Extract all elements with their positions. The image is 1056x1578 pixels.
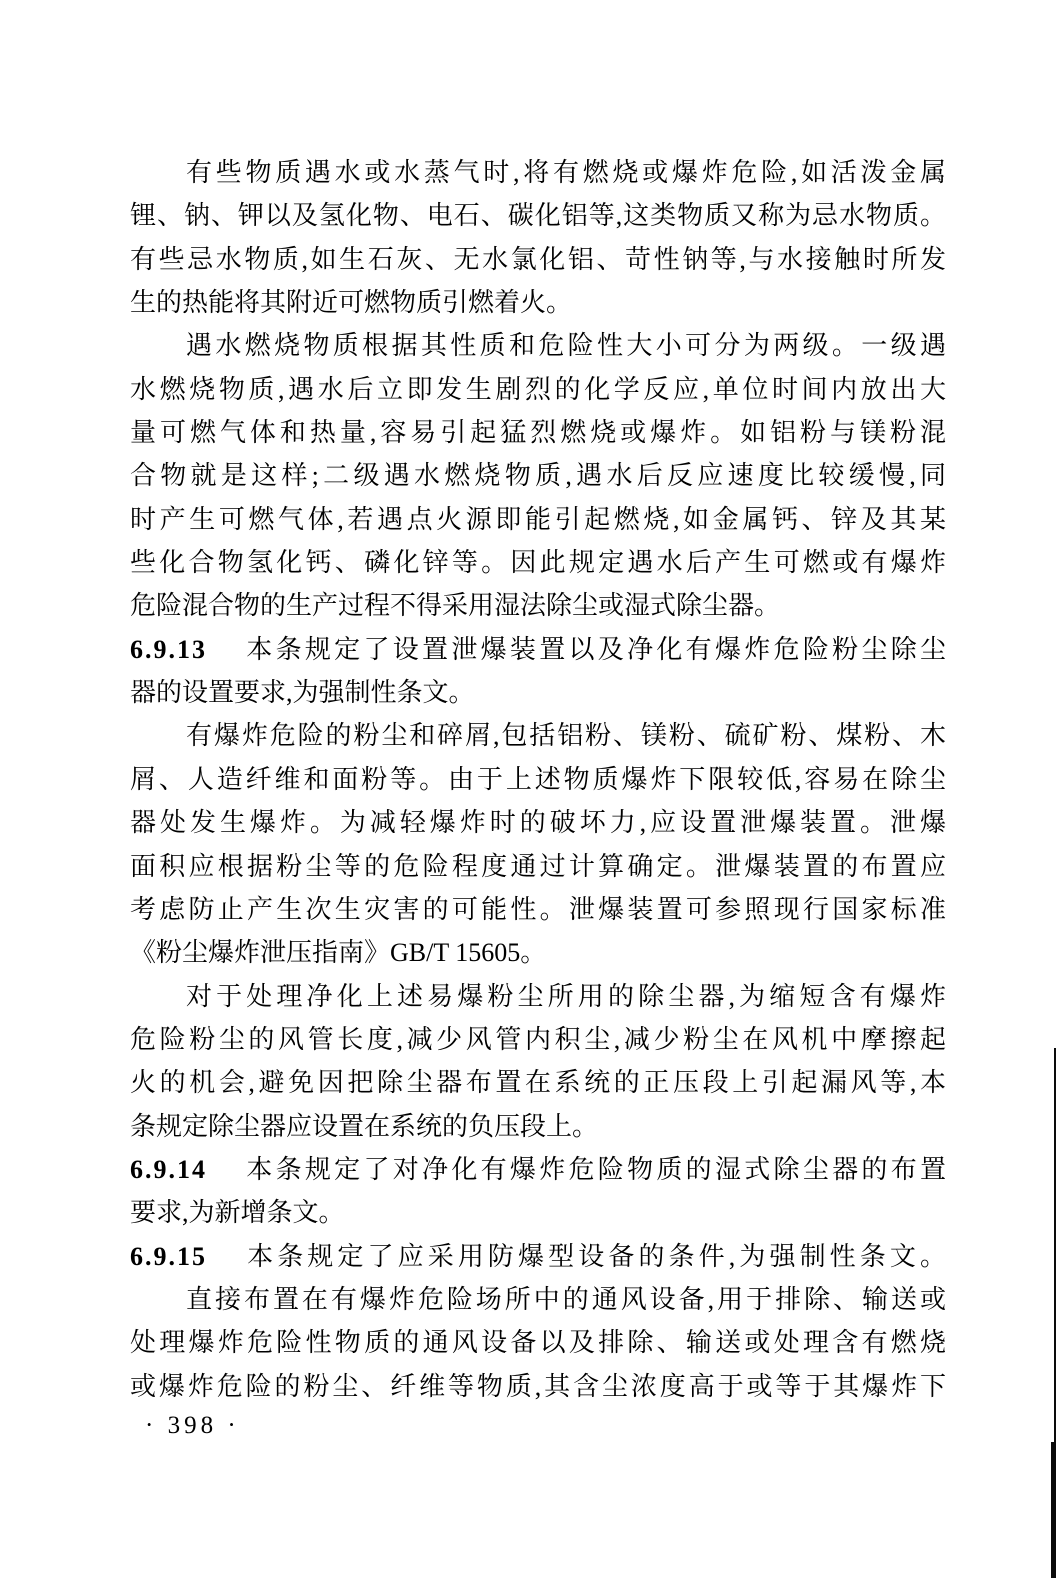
text-line (130, 714, 946, 757)
line-text: 《粉尘爆炸泄压指南》GB/T 15605。 (130, 938, 547, 968)
line-text: 面积应根据粉尘等的危险程度通过计算确定。泄爆装置的布置应 (130, 851, 946, 881)
text-line (130, 498, 946, 541)
line-text: 直接布置在有爆炸危险场所中的通风设备,用于排除、输送或 (186, 1284, 946, 1314)
line-text: 有爆炸危险的粉尘和碎屑,包括铝粉、镁粉、硫矿粉、煤粉、木 (186, 721, 946, 751)
line-text: 考虑防止产生次生灾害的可能性。泄爆装置可参照现行国家标准 (130, 894, 946, 924)
text-line (130, 1018, 946, 1061)
text-line (130, 975, 946, 1018)
clause-number: 6.9.13 (130, 634, 207, 664)
text-line (130, 888, 946, 931)
clause-line (130, 1148, 946, 1191)
page-number: · 398 · (145, 1412, 240, 1439)
line-text: 本条规定了对净化有爆炸危险物质的湿式除尘器的布置 (243, 1154, 946, 1184)
line-text: 危险粉尘的风管长度,减少风管内积尘,减少粉尘在风机中摩擦起 (130, 1024, 946, 1054)
line-text: 器处发生爆炸。为减轻爆炸时的破坏力,应设置泄爆装置。泄爆 (130, 808, 946, 838)
text-line (130, 368, 946, 411)
scan-edge-line-thick (1051, 1442, 1056, 1578)
line-text: 本条规定了应采用防爆型设备的条件,为强制性条文。 (243, 1241, 946, 1271)
text-line (130, 1321, 946, 1364)
line-text: 有些忌水物质,如生石灰、无水氯化铝、苛性钠等,与水接触时所发 (130, 244, 946, 274)
text-line (130, 1278, 946, 1321)
line-text: 遇水燃烧物质根据其性质和危险性大小可分为两级。一级遇 (186, 331, 946, 361)
line-text: 火的机会,避免因把除尘器布置在系统的正压段上引起漏风等,本 (130, 1068, 946, 1098)
line-text: 危险混合物的生产过程不得采用湿法除尘或湿式除尘器。 (130, 591, 781, 621)
text-line (130, 931, 946, 974)
line-text: 本条规定了设置泄爆装置以及净化有爆炸危险粉尘除尘 (243, 634, 946, 664)
line-text: 有些物质遇水或水蒸气时,将有燃烧或爆炸危险,如活泼金属 (186, 158, 946, 187)
clause-number: 6.9.14 (130, 1154, 207, 1184)
text-line (130, 454, 946, 497)
text-line (130, 671, 946, 714)
text-line (130, 324, 946, 367)
line-text: 锂、钠、钾以及氢化物、电石、碳化铝等,这类物质又称为忌水物质。 (130, 201, 946, 231)
line-text: 屑、人造纤维和面粉等。由于上述物质爆炸下限较低,容易在除尘 (130, 764, 946, 794)
text-line (130, 845, 946, 888)
text-line (130, 1191, 946, 1234)
text-line (130, 1061, 946, 1104)
line-text: 合物就是这样;二级遇水燃烧物质,遇水后反应速度比较缓慢,同 (130, 461, 946, 491)
line-text: 条规定除尘器应设置在系统的负压段上。 (130, 1111, 599, 1141)
text-block (130, 151, 946, 1408)
line-text: 生的热能将其附近可燃物质引燃着火。 (130, 288, 573, 318)
text-line (130, 758, 946, 801)
text-line (130, 584, 946, 627)
clause-line (130, 628, 946, 671)
text-line (130, 1105, 946, 1148)
line-text: 量可燃气体和热量,容易引起猛烈燃烧或爆炸。如铝粉与镁粉混 (130, 418, 946, 448)
clause-number: 6.9.15 (130, 1241, 207, 1271)
clause-line (130, 1235, 946, 1278)
text-line (130, 801, 946, 844)
text-line (130, 411, 946, 454)
line-text: 水燃烧物质,遇水后立即发生剧烈的化学反应,单位时间内放出大 (130, 374, 946, 404)
text-line (130, 238, 946, 281)
line-text: 时产生可燃气体,若遇点火源即能引起燃烧,如金属钙、锌及其某 (130, 504, 946, 534)
text-line (130, 281, 946, 324)
line-text: 些化合物氢化钙、磷化锌等。因此规定遇水后产生可燃或有爆炸 (130, 548, 946, 578)
line-text: 或爆炸危险的粉尘、纤维等物质,其含尘浓度高于或等于其爆炸下 (130, 1371, 946, 1401)
line-text: 处理爆炸危险性物质的通风设备以及排除、输送或处理含有燃烧 (130, 1328, 946, 1358)
text-line (130, 1365, 946, 1408)
text-line (130, 194, 946, 237)
line-text: 对于处理净化上述易爆粉尘所用的除尘器,为缩短含有爆炸 (186, 981, 946, 1011)
line-text: 器的设置要求,为强制性条文。 (130, 678, 475, 708)
line-text: 要求,为新增条文。 (130, 1198, 345, 1228)
text-line (130, 151, 946, 194)
text-line (130, 541, 946, 584)
